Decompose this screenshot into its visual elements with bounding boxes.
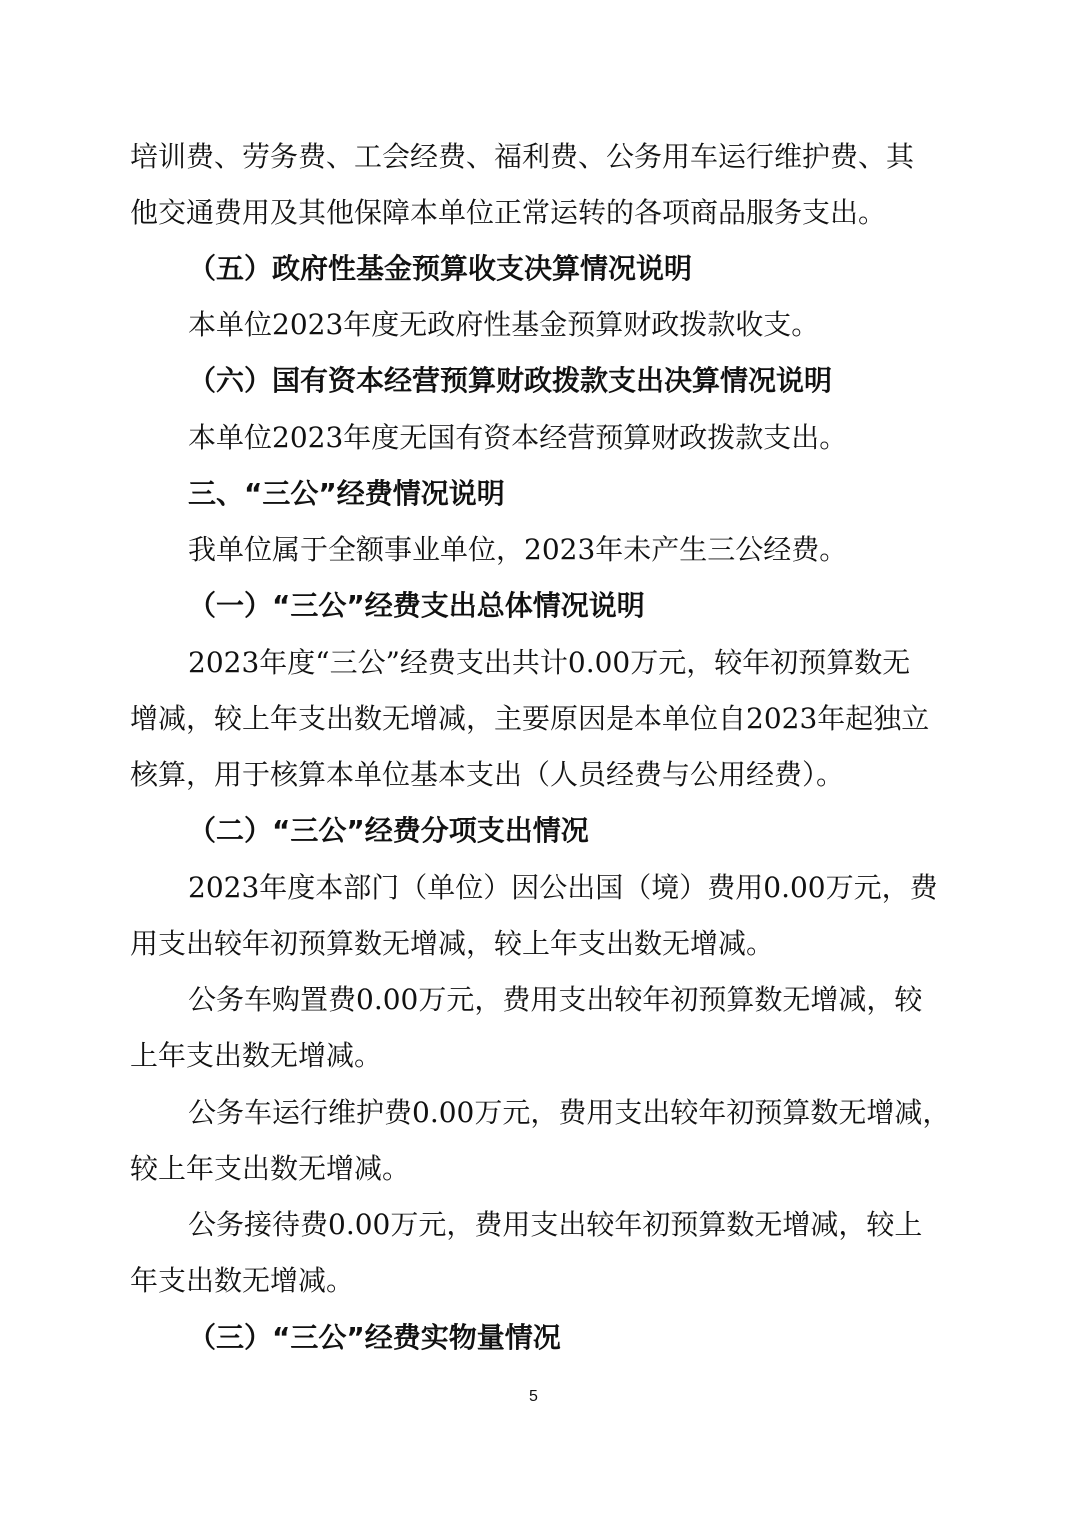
section-heading: （三）“三公”经费实物量情况: [188, 1321, 561, 1354]
paragraph-line: 核算，用于核算本单位基本支出（人员经费与公用经费）。: [130, 758, 845, 791]
paragraph-line: 2023年度本部门（单位）因公出国（境）费用0.00万元，费: [188, 871, 938, 904]
paragraph-line: 本单位2023年度无国有资本经营预算财政拨款支出。: [188, 421, 848, 454]
paragraph-line: 培训费、劳务费、工会经费、福利费、公务用车运行维护费、其: [130, 140, 915, 173]
paragraph-line: 2023年度“三公”经费支出共计0.00万元，较年初预算数无: [188, 646, 911, 679]
paragraph-line: 公务接待费0.00万元，费用支出较年初预算数无增减，较上: [188, 1208, 923, 1241]
section-heading: （一）“三公”经费支出总体情况说明: [188, 589, 645, 622]
section-heading: （五）政府性基金预算收支决算情况说明: [188, 252, 693, 285]
paragraph-line: 公务车运行维护费0.00万元，费用支出较年初预算数无增减，: [188, 1096, 951, 1129]
paragraph-line: 我单位属于全额事业单位，2023年未产生三公经费。: [188, 533, 848, 566]
paragraph-line: 增减，较上年支出数无增减，主要原因是本单位自2023年起独立: [130, 702, 930, 735]
paragraph-line: 上年支出数无增减。: [130, 1039, 383, 1072]
paragraph-line: 公务车购置费0.00万元，费用支出较年初预算数无增减，较: [188, 983, 923, 1016]
paragraph-line: 本单位2023年度无政府性基金预算财政拨款收支。: [188, 308, 820, 341]
section-heading: 三、“三公”经费情况说明: [188, 477, 505, 510]
section-heading: （二）“三公”经费分项支出情况: [188, 814, 589, 847]
paragraph-line: 较上年支出数无增减。: [130, 1152, 411, 1185]
page-number: 5: [529, 1388, 538, 1405]
paragraph-line: 年支出数无增减。: [130, 1264, 355, 1297]
paragraph-line: 用支出较年初预算数无增减，较上年支出数无增减。: [130, 927, 775, 960]
paragraph-line: 他交通费用及其他保障本单位正常运转的各项商品服务支出。: [130, 196, 887, 229]
section-heading: （六）国有资本经营预算财政拨款支出决算情况说明: [188, 364, 833, 397]
